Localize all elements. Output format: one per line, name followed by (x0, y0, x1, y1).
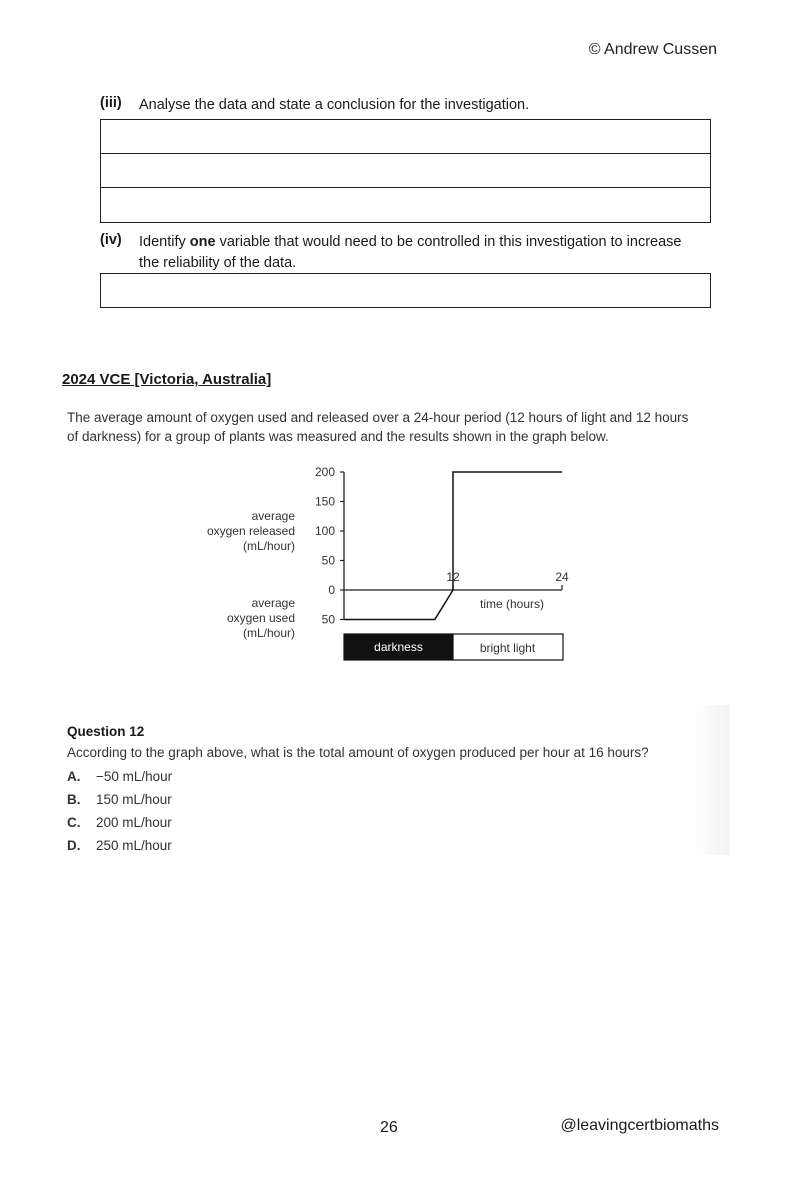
part-iv-text: Identify one variable that would need to be controlled in this investigation to increase the reliability of the data. (139, 234, 682, 271)
answer-line (101, 187, 710, 188)
y-tick-label: 50 (321, 553, 335, 568)
x-tick-label: 12 (446, 570, 460, 584)
intro-paragraph: The average amount of oxygen used and released over a 24-hour period (12 hours of light and 12 hours of darkness) for a group of plants was measured and the results shown in the graph below. (67, 410, 689, 444)
emphasis-one: one (189, 234, 216, 250)
y-tick-label: 200 (314, 465, 335, 479)
question-title: Question 12 (67, 724, 145, 739)
y-tick-label: 150 (314, 494, 335, 509)
option-b[interactable]: B. 150 mL/hour (67, 792, 172, 807)
option-d[interactable]: D. 250 mL/hour (67, 838, 172, 853)
part-iii-text: Analyse the data and state a conclusion for the investigation. (139, 97, 530, 113)
section-heading: 2024 VCE [Victoria, Australia] (62, 371, 272, 388)
part-iv-answer-box[interactable] (100, 273, 711, 308)
copyright-notice: © Andrew Cussen (588, 41, 717, 58)
option-c[interactable]: C. 200 mL/hour (67, 815, 172, 830)
y-axis-label-used: average oxygen used (mL/hour) (226, 596, 295, 640)
part-iv-label: (iv) (100, 232, 122, 248)
graph-svg (0, 460, 812, 670)
bright-light-label: bright light (479, 641, 536, 655)
x-axis-label: time (hours) (480, 597, 545, 611)
y-tick-label: 50 (321, 612, 335, 627)
darkness-label: darkness (374, 640, 423, 654)
oxygen-graph (0, 460, 812, 670)
y-axis-label-released: average oxygen released (mL/hour) (206, 509, 295, 553)
page-number: 26 (380, 1119, 398, 1136)
answer-line (101, 153, 710, 154)
y-tick-label: 100 (314, 524, 335, 538)
page-shadow (690, 705, 730, 855)
part-iii-answer-box[interactable] (100, 119, 711, 223)
part-iii-label: (iii) (100, 95, 122, 111)
option-a[interactable]: A. −50 mL/hour (67, 769, 173, 784)
question-text: According to the graph above, what is the total amount of oxygen produced per hour at 16 hours? (67, 745, 649, 760)
x-tick-label: 24 (555, 570, 569, 584)
y-tick-label: 0 (328, 583, 335, 597)
social-handle: @leavingcertbiomaths (560, 1117, 719, 1134)
